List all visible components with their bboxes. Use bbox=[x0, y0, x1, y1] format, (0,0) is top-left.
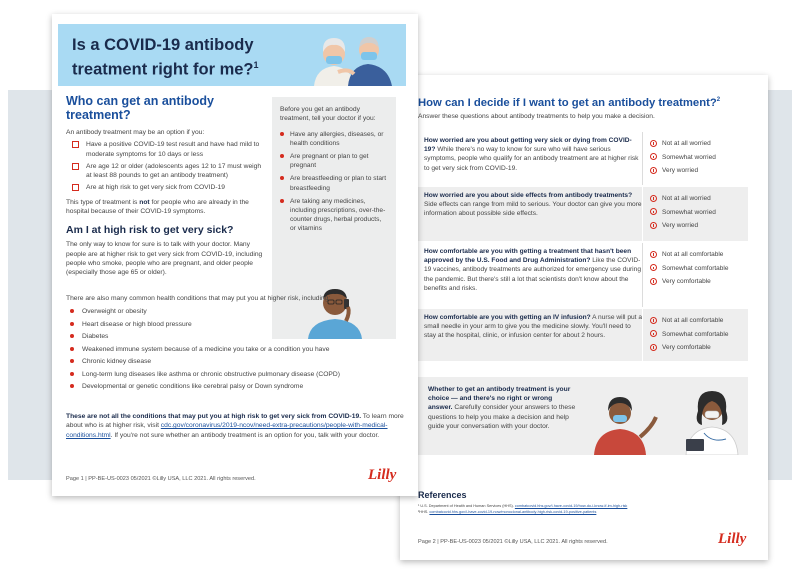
question-text: How worried are you about side effects from antibody treatments? Side effects can range from mild to serious. Your doctor can give you more information about possible side effects. bbox=[424, 192, 642, 218]
answer-option[interactable]: Not at all comfortable bbox=[650, 250, 728, 259]
radio-icon bbox=[650, 264, 657, 271]
risk-heading: Am I at high risk to get very sick? bbox=[66, 224, 234, 237]
checklist-item: Are age 12 or older (adolescents ages 12 to 17 must weigh at least 88 pounds to get an antibody treatment) bbox=[72, 162, 264, 181]
checkbox-icon[interactable] bbox=[72, 184, 79, 191]
reference-item: ²HHS. combatcovid.hhs.gov/i-have-covid-19-now/monoclonal-antibody-high-risk-covid-19-positive-patients bbox=[418, 510, 597, 514]
question-block bbox=[418, 187, 748, 241]
cdc-link[interactable]: cdc.gov/coronavirus/2019-ncov/need-extra-precautions/people-with-medical-conditions.html bbox=[66, 422, 388, 439]
bullet-icon bbox=[70, 359, 74, 363]
who-intro: An antibody treatment may be an option if you: bbox=[66, 129, 205, 136]
answer-option[interactable]: Somewhat worried bbox=[650, 153, 716, 162]
answer-option[interactable]: Very worried bbox=[650, 166, 716, 175]
divider bbox=[642, 243, 643, 307]
bullet-icon bbox=[280, 132, 284, 136]
radio-icon bbox=[650, 153, 657, 160]
radio-icon bbox=[650, 195, 657, 202]
condition-item: Chronic kidney disease bbox=[70, 357, 406, 366]
sidebar-item: Are pregnant or plan to get pregnant bbox=[280, 152, 388, 170]
bullet-icon bbox=[70, 384, 74, 388]
bullet-icon bbox=[280, 154, 284, 158]
conditions-list bbox=[70, 307, 406, 391]
checklist-item: Have a positive COVID-19 test result and have had mild to moderate symptoms for 10 days or less bbox=[72, 140, 264, 159]
radio-icon bbox=[650, 278, 657, 285]
who-heading: Who can get an antibody treatment? bbox=[66, 94, 214, 122]
answer-option[interactable]: Somewhat comfortable bbox=[650, 330, 728, 339]
checklist-item: Are at high risk to get very sick from COVID-19 bbox=[72, 183, 264, 192]
condition-item: Heart disease or high blood pressure bbox=[70, 320, 406, 329]
answer-options bbox=[650, 139, 716, 180]
divider bbox=[642, 309, 643, 361]
sidebar-item: Are taking any medicines, including prescriptions, over-the-counter drugs, herbal products, or vitamins bbox=[280, 197, 388, 234]
question-text: How worried are you about getting very sick or dying from COVID-19? While there's no way to know for sure who will have serious symptoms, people who qualify for an antibody treatment are at higher risk to get very sick from COVID-19. bbox=[424, 137, 639, 172]
radio-icon bbox=[650, 344, 657, 351]
decision-callout bbox=[418, 377, 748, 455]
not-for-note: This type of treatment is not for people who are already in the hospital because of their COVID-19 symptoms. bbox=[66, 198, 249, 216]
radio-icon bbox=[650, 208, 657, 215]
condition-item: Developmental or genetic conditions like cerebral palsy or Down syndrome bbox=[70, 382, 406, 391]
eligibility-checklist bbox=[72, 140, 264, 192]
sidebar-item: Have any allergies, diseases, or health conditions bbox=[280, 130, 388, 148]
older-couple-illustration bbox=[308, 28, 398, 86]
question-block bbox=[418, 309, 748, 361]
sidebar-item: Are breastfeeding or plan to start breastfeeding bbox=[280, 174, 388, 192]
bullet-icon bbox=[70, 372, 74, 376]
question-block bbox=[418, 243, 748, 307]
radio-icon bbox=[650, 167, 657, 174]
bullet-icon bbox=[280, 199, 284, 203]
lilly-logo: Lilly bbox=[718, 531, 747, 547]
page-intro: Answer these questions about antibody treatments to help you make a decision. bbox=[418, 113, 655, 120]
page-title: Is a COVID-19 antibody treatment right for me?$^1$ bbox=[72, 36, 259, 79]
reference-link[interactable]: combatcovid.hhs.gov/i-have-covid-19/how-do-i-know-if-im-high-risk bbox=[514, 504, 628, 508]
divider bbox=[642, 187, 643, 241]
callout-text: Whether to get an antibody treatment is your choice — and there's no right or wrong answer. Carefully consider your answers to these questions to help you make a decision and help guide your conversation with your doctor. bbox=[428, 386, 576, 430]
answer-option[interactable]: Not at all worried bbox=[650, 194, 716, 203]
checkbox-icon[interactable] bbox=[72, 163, 79, 170]
page-2 bbox=[400, 75, 768, 560]
radio-icon bbox=[650, 330, 657, 337]
question-text: How comfortable are you with getting a treatment that hasn't been approved by the U.S. Food and Drug Administration? Like the COVID-19 vaccines, antibody treatments are authorized for emergency use during the pandemic. But there's still a lot that scientists don't know about the benefits and risks. bbox=[424, 248, 641, 292]
radio-icon bbox=[650, 317, 657, 324]
answer-options bbox=[650, 250, 728, 291]
answer-options bbox=[650, 316, 728, 357]
sidebar-intro: Before you get an antibody treatment, tell your doctor if you: bbox=[280, 106, 376, 123]
answer-option[interactable]: Not at all worried bbox=[650, 139, 716, 148]
title-banner bbox=[58, 24, 406, 86]
who-section bbox=[66, 94, 264, 278]
answer-option[interactable]: Very comfortable bbox=[650, 277, 728, 286]
radio-icon bbox=[650, 251, 657, 258]
reference-link[interactable]: combatcovid.hhs.gov/i-have-covid-19-now/monoclonal-antibody-high-risk-covid-19-positive-patients bbox=[429, 510, 597, 514]
page-title: How can I decide if I want to get an antibody treatment?$^2$ bbox=[418, 97, 721, 109]
radio-icon bbox=[650, 140, 657, 147]
references-title: References bbox=[418, 490, 467, 500]
references-section bbox=[418, 490, 758, 515]
radio-icon bbox=[650, 222, 657, 229]
conditions-section bbox=[66, 294, 406, 395]
bullet-icon bbox=[70, 322, 74, 326]
bullet-icon bbox=[70, 347, 74, 351]
checkbox-icon[interactable] bbox=[72, 141, 79, 148]
page-1 bbox=[52, 14, 418, 496]
lilly-logo: Lilly bbox=[368, 467, 397, 483]
sidebar-list bbox=[280, 130, 388, 234]
condition-item: Weakened immune system because of a medicine you take or a condition you have bbox=[70, 345, 406, 354]
condition-item: Long-term lung diseases like asthma or chronic obstructive pulmonary disease (COPD) bbox=[70, 370, 406, 379]
answer-options bbox=[650, 194, 716, 235]
risk-paragraph: The only way to know for sure is to talk with your doctor. Many people are at higher risk to get very sick from COVID-19, including people who smoke, people who are pregnant, and older people (especially those age 65 or older). bbox=[66, 241, 263, 277]
page-footer: Page 1 | PP-BE-US-0023 05/2021 ©Lilly USA, LLC 2021. All rights reserved. bbox=[66, 476, 256, 482]
bullet-icon bbox=[70, 334, 74, 338]
patient-and-doctor-illustration bbox=[586, 377, 746, 455]
question-text: How comfortable are you with getting an IV infusion? A nurse will put a small needle in your arm to give you the medicine slowly. You'll need to stay at the hospital, clinic, or infusion center for about 2 hours. bbox=[424, 314, 643, 340]
page-footer: Page 2 | PP-BE-US-0023 05/2021 ©Lilly USA, LLC 2021. All rights reserved. bbox=[418, 539, 608, 545]
answer-option[interactable]: Somewhat comfortable bbox=[650, 264, 728, 273]
bullet-icon bbox=[280, 176, 284, 180]
closing-paragraph: These are not all the conditions that may put you at high risk to get very sick from COVID-19. To learn more about who is at higher risk, visit cdc.gov/coronavirus/2019-ncov/need-extra-precautions/people-with-medical-conditions.html. If you're not sure whether an antibody treatment is an option for you, talk with your doctor. bbox=[66, 413, 404, 439]
bullet-icon bbox=[70, 309, 74, 313]
question-block bbox=[418, 132, 748, 185]
answer-option[interactable]: Somewhat worried bbox=[650, 208, 716, 217]
conditions-intro: There are also many common health conditions that may put you at higher risk, including: bbox=[66, 295, 331, 302]
answer-option[interactable]: Very worried bbox=[650, 221, 716, 230]
answer-option[interactable]: Very comfortable bbox=[650, 343, 728, 352]
condition-item: Overweight or obesity bbox=[70, 307, 406, 316]
divider bbox=[642, 132, 643, 185]
answer-option[interactable]: Not at all comfortable bbox=[650, 316, 728, 325]
condition-item: Diabetes bbox=[70, 332, 406, 341]
reference-item: ¹ U.S. Department of Health and Human Services (HHS). combatcovid.hhs.gov/i-have-covid-19/how-do-i-know-if-im-high-risk bbox=[418, 504, 628, 508]
